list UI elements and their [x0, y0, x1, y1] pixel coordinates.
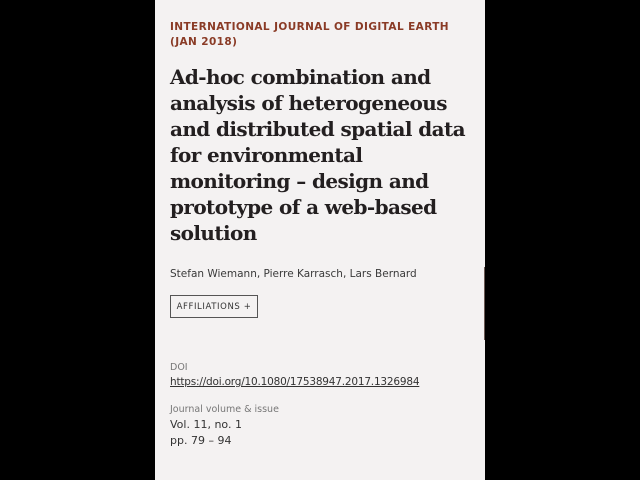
article-title: Ad-hoc combination and analysis of heterogeneous and distributed spatial data for environmental monitoring – design and prototype of a web-based solution — [170, 65, 465, 245]
doi-link[interactable]: https://doi.org/10.1080/17538947.2017.1326984 — [170, 376, 420, 388]
journal-name: INTERNATIONAL JOURNAL OF DIGITAL EARTH (JAN 2018) — [170, 21, 449, 48]
volume-issue-label: Journal volume & issue — [170, 404, 279, 415]
scrollbar[interactable] — [484, 267, 485, 340]
article-panel — [155, 0, 485, 480]
doi-label: DOI — [170, 362, 188, 373]
page-range: pp. 79 – 94 — [170, 434, 232, 447]
volume-issue-value: Vol. 11, no. 1 — [170, 418, 242, 431]
author-list: Stefan Wiemann, Pierre Karrasch, Lars Bernard — [170, 268, 417, 280]
affiliations-button[interactable]: AFFILIATIONS + — [170, 295, 258, 318]
